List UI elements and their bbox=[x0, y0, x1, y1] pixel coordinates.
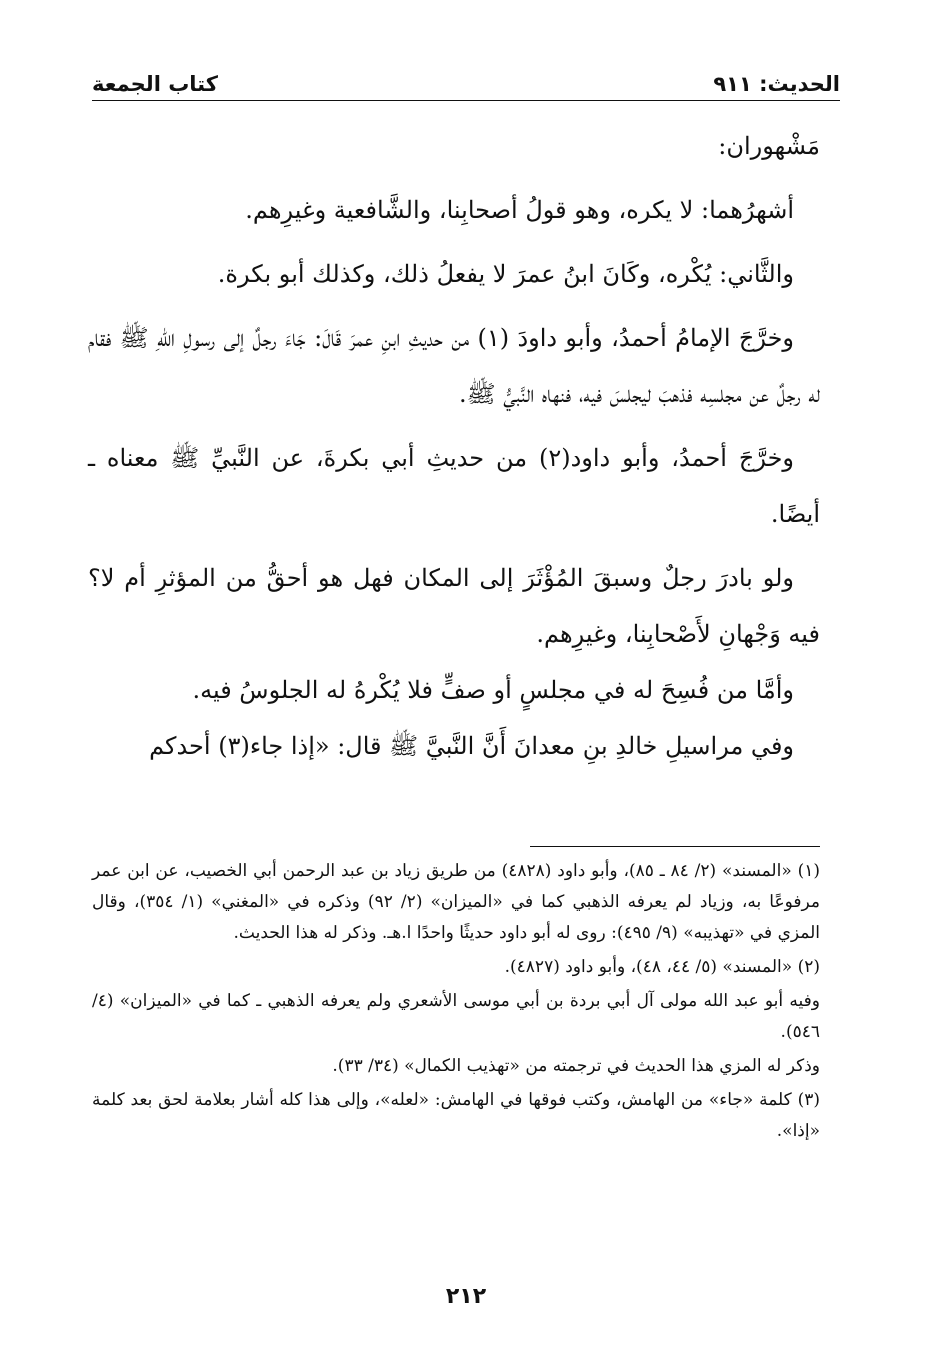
footnote-divider bbox=[530, 846, 820, 847]
paragraph-khalid-mursal: وفي مراسيلِ خالدِ بنِ معدانَ أَنَّ النَّبيَّ ﷺ قال: «إذا جاء(٣) أحدكم bbox=[149, 732, 794, 760]
book-title: كتاب الجمعة bbox=[92, 72, 218, 96]
page-number: ٢١٢ bbox=[445, 1284, 487, 1309]
footnote-1: (١) «المسند» (٢/ ٨٤ ـ ٨٥)، وأبو داود (٤٨٢٨) من طريق زياد بن عبد الرحمن أبي الخصيب، عن ابن عمر مرفوعًا به، وزياد لم يعرفه الذهبي كما في «الميزان» (٢/ ٩٢) وذكره في «المغني» (١/ ٣٥٤)، وقال المزي في «تهذيبه» (٩/ ٤٩٥): روى له أبو داود حديثًا واحدًا ا.هـ. وذكر له هذا الحديث. bbox=[92, 861, 820, 943]
footnote-3: (٣) كلمة «جاء» من الهامش، وكتب فوقها في الهامش: «لعله»، وإلى هذا كله أشار بعلامة لحق بعد كلمة «إذا». bbox=[92, 1090, 820, 1141]
paragraph-ibn-umar-hadith: وخرَّجَ الإمامُ أحمدُ، وأبو داودَ (١) من حديثِ ابنِ عمرَ قَالَ: جَاءَ رجلٌ إلى رسولِ اللهِ ﷺ فقام له رجلٌ عن مجلسِه فذهبَ ليجلسَ فيه، فنهاه النَّبيُّ ﷺ. bbox=[88, 324, 820, 408]
paragraph-first-view: أشهرُهما: لا يكره، وهو قولُ أصحابِنا، والشَّافعية وغيرِهم. bbox=[245, 196, 794, 224]
header-divider bbox=[92, 100, 840, 101]
footnote-2: (٢) «المسند» (٥/ ٤٤، ٤٨)، وأبو داود (٤٨٢٧). bbox=[504, 957, 820, 977]
running-header bbox=[92, 62, 840, 96]
main-text bbox=[88, 118, 820, 774]
paragraph-precedence-question: ولو بادرَ رجلٌ وسبقَ المُؤْثَرَ إلى المكان فهل هو أحقُّ من المؤثرِ أم لا؟ فيه وَجْهانِ لأَصْحابِنا، وغيرِهم. bbox=[88, 564, 820, 648]
footnote-2-note: وفيه أبو عبد الله مولى آل أبي بردة بن أبي موسى الأشعري ولم يعرفه الذهبي ـ كما في «الميزان» (٤/ ٥٤٦). bbox=[92, 991, 820, 1042]
footnote-2-mizzi: وذكر له المزي هذا الحديث في ترجمته من «تهذيب الكمال» (٣٤/ ٣٣). bbox=[332, 1056, 820, 1076]
paragraph-second-view: والثَّاني: يُكْره، وكَانَ ابنُ عمرَ لا يفعلُ ذلك، وكذلك أبو بكرة. bbox=[217, 260, 794, 288]
hadith-number-label: الحديث: ٩١١ bbox=[713, 72, 840, 96]
paragraph-intro: مَشْهوران: bbox=[718, 132, 820, 160]
paragraph-abu-bakra-hadith: وخرَّجَ أحمدُ، وأبو داود(٢) من حديثِ أبي بكرةَ، عن النَّبيِّ ﷺ معناه ـ أيضًا. bbox=[88, 444, 820, 528]
paragraph-made-room: وأمَّا من فُسِحَ له في مجلسٍ أو صفٍّ فلا يُكْرهُ له الجلوسُ فيه. bbox=[192, 676, 794, 704]
footnotes bbox=[92, 856, 820, 1150]
